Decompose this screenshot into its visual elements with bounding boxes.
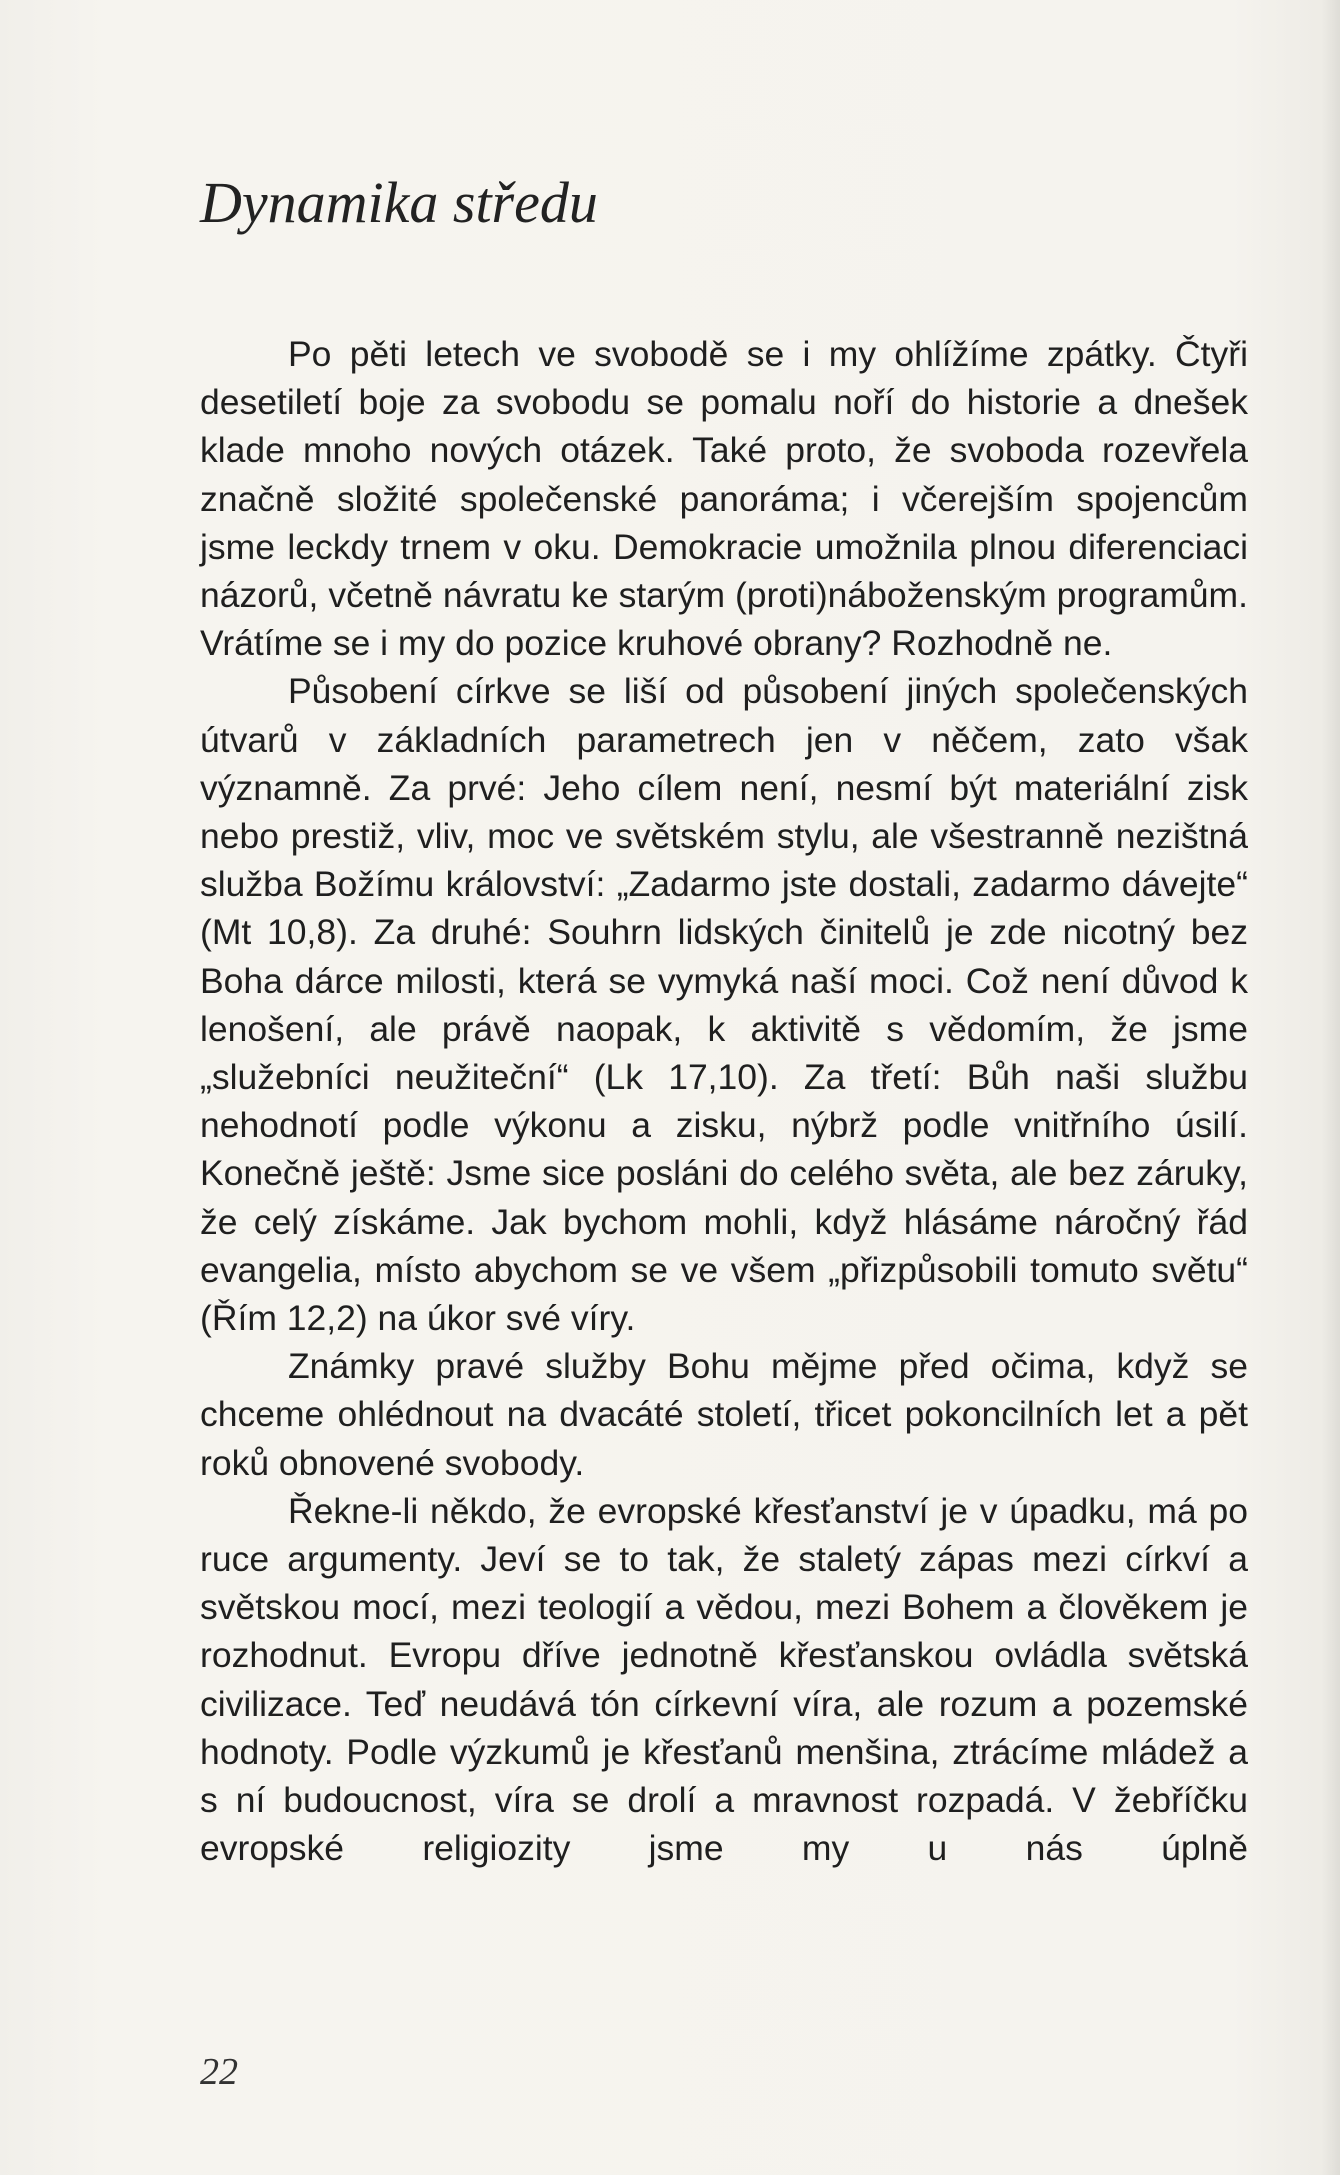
- paragraph-2: Působení církve se liší od působení jiných společenských útvarů v základních parametrech jen v něčem, zato však významně. Za prvé: Jeho cílem není, nesmí být materiální zisk nebo prestiž, vliv, moc ve světském stylu, ale všestranně nezištná služba Božímu království: „Zadarmo jste dostali, zadarmo dávejte“ (Mt 10,8). Za druhé: Souhrn lidských činitelů je zde nicotný bez Boha dárce milosti, která se vymyká naší moci. Což není důvod k lenošení, ale právě naopak, k aktivitě s vědomím, že jsme „služebníci neužiteční“ (Lk 17,10). Za třetí: Bůh naši službu nehodnotí podle výkonu a zisku, nýbrž podle vnitřního úsilí. Konečně ještě: Jsme sice posláni do celého světa, ale bez záruky, že celý získáme. Jak bychom mohli, když hlásáme náročný řád evangelia, místo abychom se ve všem „přizpůsobili tomuto světu“ (Řím 12,2) na úkor své víry.: [200, 671, 1248, 1339]
- paragraph-3: Známky pravé služby Bohu mějme před očima, když se chceme ohlédnout na dvacáté století, třicet pokoncilních let a pět roků obnovené svobody.: [200, 1346, 1248, 1483]
- paragraph-1: Po pěti letech ve svobodě se i my ohlížíme zpátky. Čtyři desetiletí boje za svobodu se pomalu noří do historie a dnešek klade mnoho nových otázek. Také proto, že svoboda rozevřela značně složité společenské panoráma; i včerejším spojencům jsme leckdy trnem v oku. Demokracie umožnila plnou diferenciaci názorů, včetně návratu ke starým (proti)náboženským programům. Vrátíme se i my do pozice kruhové obrany? Rozhodně ne.: [200, 334, 1248, 664]
- page-number: 22: [200, 2051, 238, 2093]
- chapter-title: Dynamika středu: [200, 170, 598, 235]
- spine-shadow: [1322, 0, 1340, 2175]
- body-text: [200, 330, 1248, 1873]
- paragraph-4: Řekne-li někdo, že evropské křesťanství je v úpadku, má po ruce argumenty. Jeví se to tak, že staletý zápas mezi církví a světskou mocí, mezi teologií a vědou, mezi Bohem a člověkem je rozhodnut. Evropu dříve jednotně křesťanskou ovládla světská civilizace. Teď neudává tón církevní víra, ale rozum a pozemské hodnoty. Podle výzkumů je křesťanů menšina, ztrácíme mládež a s ní budoucnost, víra se drolí a mravnost rozpadá. V žebříčku evropské religiozity jsme my u nás úplně: [200, 1490, 1248, 1869]
